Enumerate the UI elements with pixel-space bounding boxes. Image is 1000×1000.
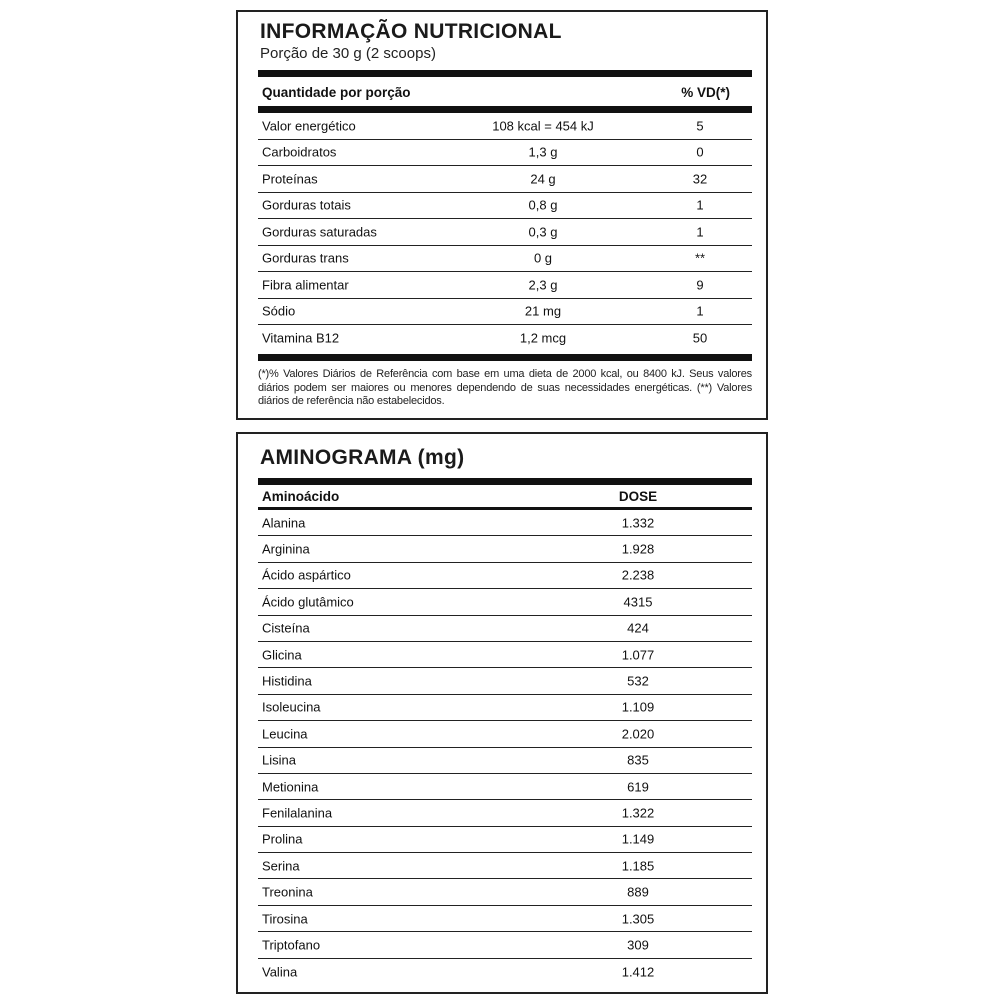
amino-name: Arginina	[262, 541, 310, 557]
nutrient-vd: 1	[696, 303, 704, 319]
nutrition-footnote: (*)% Valores Diários de Referência com base em uma dieta de 2000 kcal, ou 8400 kJ. Seus valores diários podem ser maiores ou menores dependendo de suas necessidades energéticas. (**) Valores diários de referência não estabelecidos.	[258, 368, 752, 407]
amino-dose: 424	[627, 620, 649, 636]
amino-name: Treonina	[262, 884, 313, 900]
amino-name: Ácido aspártico	[262, 567, 351, 583]
aminogram-title: AMINOGRAMA (mg)	[260, 446, 465, 469]
table-row	[258, 563, 752, 589]
nutrient-amount: 2,3 g	[528, 277, 558, 293]
table-row	[258, 853, 752, 879]
amino-name: Tirosina	[262, 911, 308, 927]
amino-name: Cisteína	[262, 620, 310, 636]
amino-dose: 1.305	[621, 911, 655, 927]
table-row	[258, 642, 752, 668]
amino-name: Leucina	[262, 726, 308, 742]
amino-dose: 1.332	[621, 515, 655, 531]
amino-name: Metionina	[262, 779, 319, 795]
nutrient-amount: 24 g	[530, 171, 556, 187]
divider-thick	[258, 354, 752, 361]
amino-dose: 1.185	[621, 858, 655, 874]
nutrition-table	[258, 113, 752, 352]
header-quantity: Quantidade por porção	[262, 85, 411, 100]
divider-thick	[258, 70, 752, 77]
amino-name: Alanina	[262, 515, 306, 531]
table-row	[258, 827, 752, 853]
amino-dose: 532	[627, 673, 649, 689]
table-row	[258, 616, 752, 642]
table-row	[258, 536, 752, 562]
nutrient-vd: 50	[692, 330, 708, 346]
table-row	[258, 721, 752, 747]
amino-name: Histidina	[262, 673, 312, 689]
table-row	[258, 272, 752, 299]
nutrient-amount: 1,2 mcg	[519, 330, 567, 346]
nutrient-name: Gorduras totais	[262, 197, 351, 213]
table-row	[258, 906, 752, 932]
table-row	[258, 695, 752, 721]
header-vd: % VD(*)	[681, 85, 730, 100]
nutrient-vd: 1	[696, 224, 704, 240]
nutrient-vd: 0	[696, 144, 704, 160]
amino-name: Glicina	[262, 647, 302, 663]
amino-dose: 2.020	[621, 726, 655, 742]
table-row	[258, 510, 752, 536]
table-row	[258, 219, 752, 246]
header-dose: DOSE	[618, 489, 658, 504]
table-row	[258, 774, 752, 800]
amino-dose: 1.322	[621, 805, 655, 821]
table-row	[258, 325, 752, 352]
amino-dose: 889	[627, 884, 649, 900]
divider-thick	[258, 106, 752, 113]
table-row	[258, 113, 752, 140]
table-row	[258, 800, 752, 826]
amino-name: Isoleucina	[262, 699, 321, 715]
amino-dose: 619	[627, 779, 649, 795]
nutrient-amount: 0,8 g	[528, 197, 558, 213]
nutrient-name: Vitamina B12	[262, 330, 340, 346]
aminogram-panel	[236, 432, 768, 994]
amino-name: Lisina	[262, 752, 296, 768]
nutrient-amount: 21 mg	[524, 303, 562, 319]
table-row	[258, 668, 752, 694]
table-row	[258, 748, 752, 774]
table-row	[258, 299, 752, 326]
table-row	[258, 959, 752, 985]
amino-name: Triptofano	[262, 937, 321, 953]
aminogram-table	[258, 510, 752, 985]
table-row	[258, 589, 752, 615]
nutrient-name: Carboidratos	[262, 144, 337, 160]
amino-dose: 1.149	[621, 831, 655, 847]
amino-name: Fenilalanina	[262, 805, 333, 821]
nutrient-name: Proteínas	[262, 171, 318, 187]
nutrient-vd: 1	[696, 197, 704, 213]
nutrient-amount: 0,3 g	[528, 224, 558, 240]
nutrient-vd: 5	[696, 118, 704, 134]
nutrient-name: Fibra alimentar	[262, 277, 349, 293]
nutrient-vd: 9	[696, 277, 704, 293]
nutrient-name: Gorduras saturadas	[262, 224, 377, 240]
nutrition-facts-panel	[236, 10, 768, 420]
amino-name: Serina	[262, 858, 300, 874]
table-row	[258, 140, 752, 167]
amino-dose: 2.238	[621, 567, 655, 583]
table-row	[258, 932, 752, 958]
nutrient-vd: 32	[692, 171, 708, 187]
header-amino: Aminoácido	[262, 489, 340, 504]
amino-dose: 309	[627, 937, 649, 953]
amino-dose: 835	[627, 752, 649, 768]
table-row	[258, 193, 752, 220]
table-row	[258, 246, 752, 273]
serving-size: Porção de 30 g (2 scoops)	[260, 45, 436, 62]
nutrient-name: Valor energético	[262, 118, 356, 134]
table-row	[258, 879, 752, 905]
amino-dose: 1.412	[621, 964, 655, 980]
amino-dose: 1.928	[621, 541, 655, 557]
divider-thick	[258, 478, 752, 485]
nutrition-title: INFORMAÇÃO NUTRICIONAL	[260, 20, 562, 43]
amino-name: Ácido glutâmico	[262, 594, 354, 610]
amino-name: Valina	[262, 964, 298, 980]
amino-name: Prolina	[262, 831, 303, 847]
nutrient-name: Sódio	[262, 303, 296, 319]
nutrient-vd: **	[694, 250, 706, 266]
amino-dose: 1.109	[621, 699, 655, 715]
nutrient-name: Gorduras trans	[262, 250, 349, 266]
nutrient-amount: 108 kcal = 454 kJ	[492, 118, 594, 134]
amino-dose: 4315	[623, 594, 653, 610]
nutrient-amount: 0 g	[533, 250, 553, 266]
nutrient-amount: 1,3 g	[528, 144, 558, 160]
table-row	[258, 166, 752, 193]
amino-dose: 1.077	[621, 647, 655, 663]
